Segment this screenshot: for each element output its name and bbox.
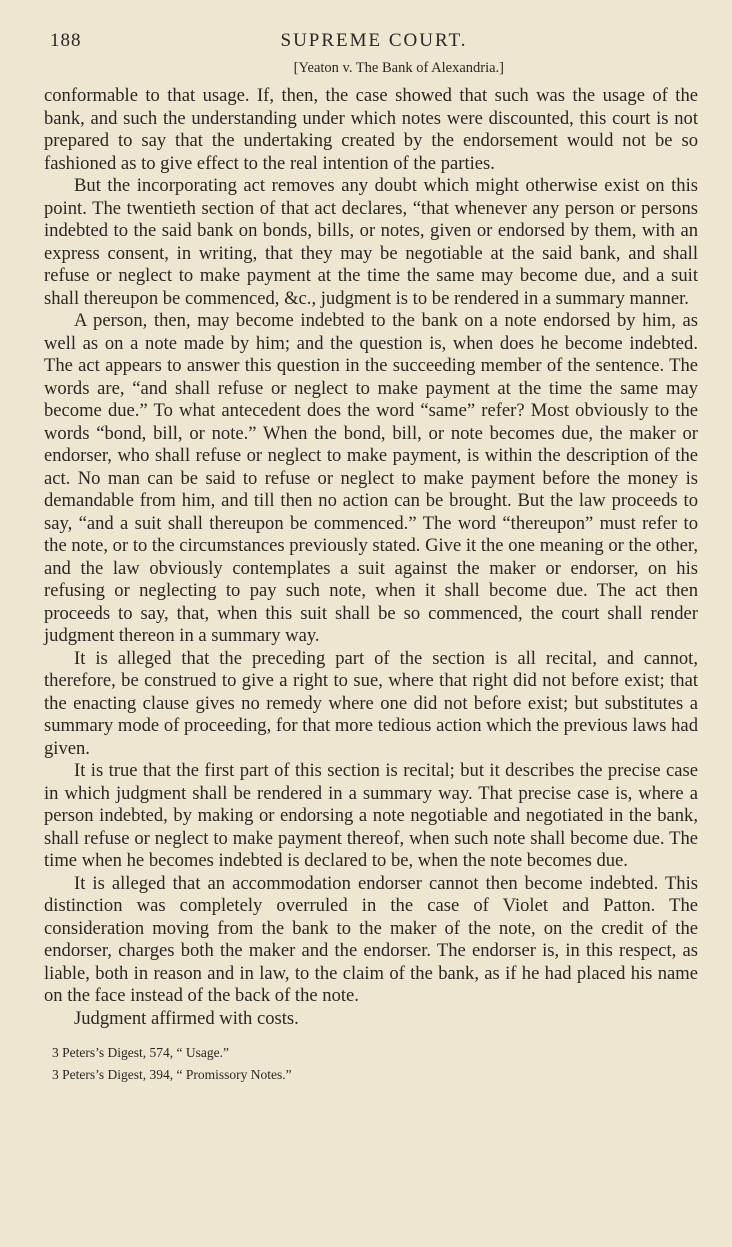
paragraph: A person, then, may become indebted to the bank on a note endorsed by him, as well as on a note made by him; and the question is, when does he become indebted. The act appears to answer this question in the succeeding member of the sentence. The words are, “and shall refuse or neglect to make payment at the time the same may become due.” To what antecedent does the word “same” refer? Most obviously to the words “bond, bill, or note.” When the bond, bill, or note becomes due, the maker or endorser, who shall refuse or neglect to make payment, is within the description of the act. No man can be said to refuse or neglect to make payment before the money is demandable from him, and till then no action can be brought. But the law proceeds to say, “and a suit shall thereupon be commenced.” The word “thereupon” must refer to the note, or to the circumstances previously stated. Give it the one meaning or the other, and the law obviously contemplates a suit against the maker or endorser, on his refusing or neglecting to pay such note, when it shall become due. The act then proceeds to say, that, when this suit shall be so commenced, the court shall render judgment thereon in a summary way. <box>44 310 698 646</box>
paragraph: It is alleged that an accommodation endorser cannot then become indebted. This distinction was completely overruled in the case of Violet and Patton. The consideration moving from the bank to the maker of the note, on the credit of the endorser, charges both the maker and the endorser. The endorser is, in this respect, as liable, both in reason and in law, to the claim of the bank, as if he had placed his name on the face instead of the back of the note. <box>44 872 698 1006</box>
case-caption: [Yeaton v. The Bank of Alexandria.] <box>293 60 504 76</box>
paragraph: It is alleged that the preceding part of the section is all recital, and cannot, therefore, be construed to give a right to sue, where that right did not before exist; that the enacting clause gives no remedy where one did not before exist; but substitutes a summary mode of proceeding, for that more tedious action which the previous laws had given. <box>44 647 698 759</box>
running-head: SUPREME COURT. <box>280 30 468 51</box>
page-header <box>50 30 698 52</box>
paragraph: It is true that the first part of this section is recital; but it describes the precise case in which judgment shall be rendered in a summary way. That precise case is, where a person indebted, by making or endorsing a note negotiable and negotiated in the bank, shall refuse or neglect to make payment thereof, when such note shall become due. The time when he becomes indebted is declared to be, when the note becomes due. <box>44 760 698 871</box>
paragraph-continuation: conformable to that usage. If, then, the case showed that such was the usage of the bank, and such the understanding under which notes were discounted, this court is not prepared to say that the undertaking created by the endorsement would not be so fashioned as to give effect to the real intention of the parties. <box>44 85 698 174</box>
judgment-line: Judgment affirmed with costs. <box>74 1007 299 1029</box>
footnote: 3 Peters’s Digest, 574, “ Usage.” <box>52 1045 229 1060</box>
page-number: 188 <box>50 30 82 51</box>
paragraph: But the incorporating act removes any doubt which might otherwise exist on this point. The twentieth section of that act declares, “that whenever any person or persons indebted to the said bank on bonds, bills, or notes, given or endorsed by them, with an express consent, in writing, that they may be negotiable at the said bank, and shall refuse or neglect to make payment at the time the same may become due, and a suit shall thereupon be commenced, &c., judgment is to be rendered in a summary manner. <box>44 175 698 309</box>
footnotes <box>44 1042 698 1086</box>
body-text <box>44 85 698 1030</box>
footnote: 3 Peters’s Digest, 394, “ Promissory Notes.” <box>52 1067 292 1082</box>
